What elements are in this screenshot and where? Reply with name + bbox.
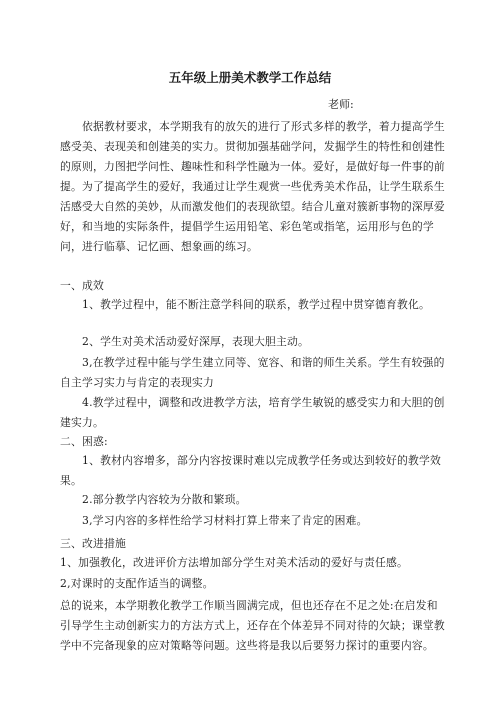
section-heading-achievements: 一、成效	[60, 279, 104, 292]
section-heading-difficulties: 二、困惑:	[60, 435, 108, 448]
conclusion-paragraph: 总的说来，本学期教化教学工作顺当圆满完成，但也还存在不足之处:在启发和引导学生主动创新实力的方法方式上，还存在个体差异不同对待的欠缺；课堂教学中不完备现象的应对策略等问题。这些将是我以后要努力探讨的重要内容。	[60, 599, 445, 652]
improvement-item-1: 1、加强教化，改进评价方法增加部分学生对美术活动的爱好与责任感。	[60, 556, 408, 569]
achievement-item-4: 4.教学过程中，调整和改进教学方法，培育学生敏锐的感受实力和大胆的创建实力。	[60, 396, 445, 429]
achievement-item-1: 1、教学过程中，能不断注意学科间的联系，教学过程中贯穿德育教化。	[82, 298, 430, 311]
section-heading-improvements: 三、改进措施	[60, 537, 126, 550]
difficulty-item-3: 3,学习内容的多样性给学习材料打算上带来了肯定的困难。	[82, 514, 368, 527]
teacher-label: 老师:	[328, 98, 354, 111]
difficulty-item-1: 1、教材内容增多，部分内容按课时难以完成教学任务或达到较好的教学效果。	[60, 454, 441, 487]
achievement-item-2: 2、学生对美术活动爱好深厚，表现大胆主动。	[82, 335, 310, 348]
improvement-item-2: 2,对课时的支配作适当的调整。	[60, 577, 214, 590]
intro-paragraph: 依据教材要求，本学期我有的放矢的进行了形式多样的教学，着力提高学生感受美、表现美和创建美的实力。贯彻加强基础学问，发掘学生的特性和创建性的原则，力图把学问性、趣味性和科学性融为一体。爱好，是做好每一件事的前提。为了提高学生的爱好，我通过让学生观赏一些优秀美术作品，让学生联系生活感受大自然的美妙，从而激发他们的表现欲望。结合儿童对簇新事物的深厚爱好，和当地的实际条件，提倡学生运用铅笔、彩色笔或指笔，运用形与色的学问，进行临摹、记忆画、想象画的练习。	[60, 120, 445, 253]
difficulty-item-2: 2.部分教学内容较为分散和繁琐。	[82, 493, 247, 506]
document-title: 五年级上册美术教学工作总结	[168, 70, 332, 85]
achievement-item-3: 3,在教学过程中能与学生建立同等、宽容、和谐的师生关系。学生有较强的自主学习实力与肯定的表现实力	[60, 356, 445, 389]
